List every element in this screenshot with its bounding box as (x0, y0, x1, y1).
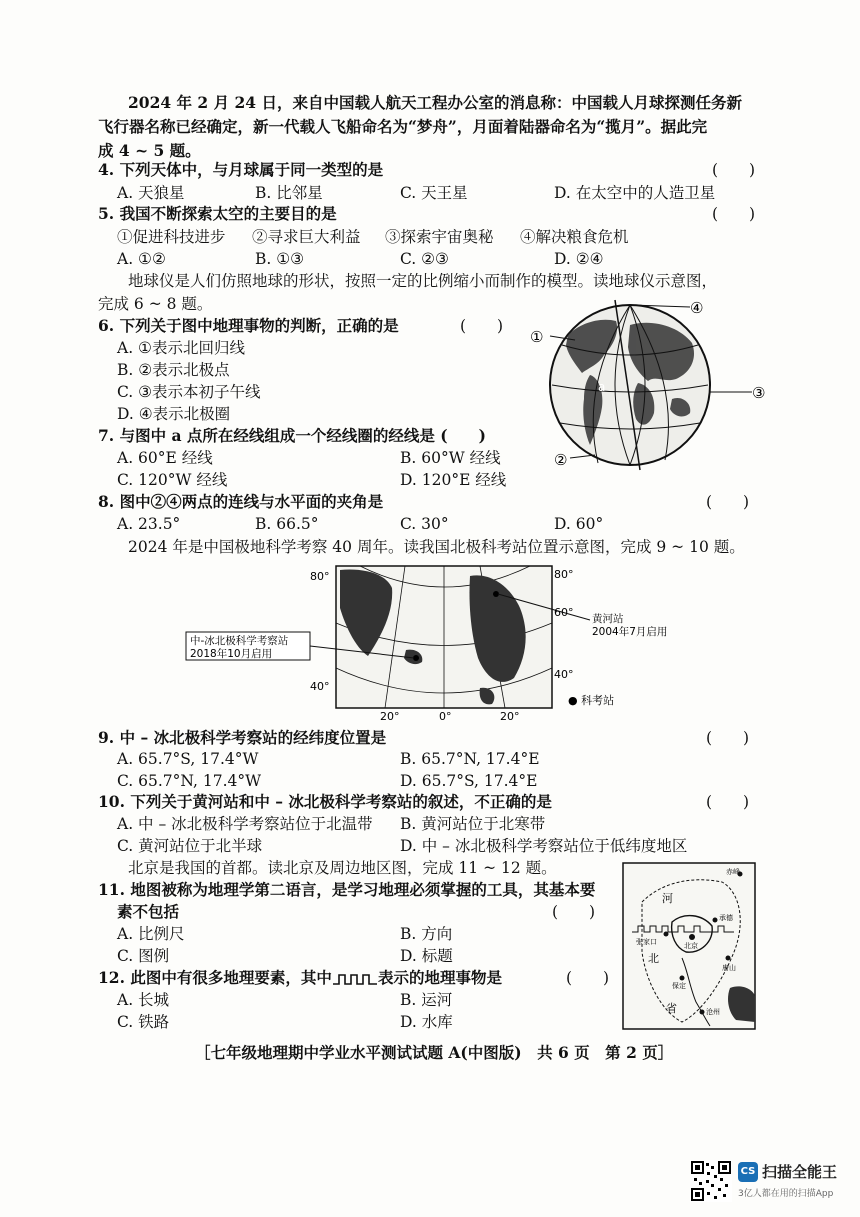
question-4: 4. 下列天体中，与月球属于同一类型的是 (98, 160, 384, 179)
option-d: D. 水库 (400, 1013, 453, 1031)
intro-text: 北京是我国的首都。读北京及周边地区图，完成 11 ~ 12 题。 (128, 859, 557, 877)
lat-label: 80° (310, 570, 330, 583)
statement-2: ②寻求巨大利益 (252, 228, 361, 246)
lat-label: 40° (554, 668, 574, 681)
option-c: C. 图例 (117, 947, 170, 965)
option-d: D. 120°E 经线 (400, 471, 507, 489)
scanner-tagline: 3亿人都在用的扫描App (738, 1189, 834, 1199)
great-wall-symbol (333, 972, 377, 986)
option-d: D. 中 – 冰北极科学考察站位于低纬度地区 (400, 837, 688, 855)
option-d: D. 60° (554, 515, 604, 533)
city-label: 沧州 (706, 1008, 720, 1016)
answer-paren: ( ) (706, 793, 750, 811)
city-label: 北京 (684, 942, 698, 950)
intro-text: 成 4 ~ 5 题。 (98, 141, 201, 160)
intro-text: 2024 年是中国极地科学考察 40 周年。读我国北极科考站位置示意图，完成 9 ~ 10 题。 (128, 538, 745, 556)
question-9: 9. 中 – 冰北极科学考察站的经纬度位置是 (98, 728, 387, 747)
option-d: D. 在太空中的人造卫星 (554, 184, 716, 202)
option-a: A. ①表示北回归线 (117, 339, 245, 357)
option-c: C. 65.7°N, 17.4°W (117, 772, 262, 790)
lon-label: 20° (380, 710, 400, 723)
option-b: B. 黄河站位于北寒带 (400, 815, 546, 833)
option-b: B. ②表示北极点 (117, 361, 230, 379)
option-c: C. 黄河站位于北半球 (117, 837, 263, 855)
option-a: A. 长城 (117, 991, 170, 1009)
question-5: 5. 我国不断探索太空的主要目的是 (98, 204, 337, 223)
lon-label: 20° (500, 710, 520, 723)
option-a: A. 65.7°S, 17.4°W (117, 750, 259, 768)
label-4: ④ (690, 299, 704, 317)
qr-code-icon (690, 1160, 732, 1202)
page-footer: ［七年级地理期中学业水平测试试题 A(中图版) 共 6 页 第 2 页］ (195, 1043, 674, 1062)
lat-label: 40° (310, 680, 330, 693)
point-a: a (598, 380, 606, 394)
option-a: A. 23.5° (117, 515, 181, 533)
map-label: 省 (666, 1002, 677, 1015)
globe-diagram (520, 295, 780, 475)
intro-text: 完成 6 ~ 8 题。 (98, 295, 213, 313)
station-a-name: 中-冰北极科学考察站 (190, 635, 289, 647)
question-6: 6. 下列关于图中地理事物的判断，正确的是 (98, 316, 399, 335)
statement-1: ①促进科技进步 (117, 228, 226, 246)
option-c: C. 铁路 (117, 1013, 170, 1031)
map-legend: ● 科考站 (568, 694, 615, 707)
option-a: A. 60°E 经线 (117, 449, 213, 467)
city-label: 唐山 (722, 964, 736, 972)
arctic-station-map (180, 558, 668, 724)
answer-paren: ( ) (552, 903, 596, 921)
option-d: D. ②④ (554, 250, 604, 268)
option-b: B. 比邻星 (255, 184, 323, 202)
option-b: B. ①③ (255, 250, 305, 268)
option-a: A. 天狼星 (117, 184, 185, 202)
option-b: B. 65.7°N, 17.4°E (400, 750, 540, 768)
answer-paren: ( ) (712, 161, 756, 179)
answer-paren: ( ) (460, 317, 504, 335)
lon-label: 0° (439, 710, 452, 723)
label-2: ② (554, 451, 568, 469)
question-12-cont: 表示的地理事物是 (378, 968, 503, 987)
option-d: D. 标题 (400, 947, 453, 965)
cs-logo-icon: CS (738, 1162, 758, 1182)
beijing-region-map (622, 862, 756, 1030)
intro-text: 飞行器名称已经确定，新一代载人飞船命名为“梦舟”，月面着陆器命名为“揽月”。据此完 (98, 117, 708, 136)
label-3: ③ (752, 384, 766, 402)
question-10: 10. 下列关于黄河站和中 – 冰北极科学考察站的叙述，不正确的是 (98, 792, 552, 811)
answer-paren: ( ) (712, 205, 756, 223)
map-label: 北 (648, 952, 659, 965)
city-label: 承德 (719, 914, 733, 922)
answer-paren: ( ) (706, 493, 750, 511)
city-label: 保定 (672, 982, 686, 990)
intro-text: 2024 年 2 月 24 日，来自中国载人航天工程办公室的消息称：中国载人月球探测任务新 (128, 93, 742, 112)
option-b: B. 60°W 经线 (400, 449, 501, 467)
city-label: 张家口 (636, 938, 657, 946)
map-label: 河 (662, 892, 673, 905)
option-c: C. ③表示本初子午线 (117, 383, 261, 401)
question-12: 12. 此图中有很多地理要素，其中 (98, 968, 332, 987)
station-b-date: 2004年7月启用 (592, 626, 668, 638)
answer-paren: ( ) (706, 729, 750, 747)
option-c: C. ②③ (400, 250, 449, 268)
statement-4: ④解决粮食危机 (520, 228, 629, 246)
label-1: ① (530, 328, 544, 346)
option-c: C. 30° (400, 515, 449, 533)
option-b: B. 方向 (400, 925, 453, 943)
option-c: C. 120°W 经线 (117, 471, 228, 489)
station-b-name: 黄河站 (592, 613, 624, 625)
question-11: 11. 地图被称为地理学第二语言，是学习地理必须掌握的工具，其基本要 (98, 880, 596, 899)
option-a: A. ①② (117, 250, 166, 268)
lat-label: 60° (554, 606, 574, 619)
question-11-cont: 素不包括 (117, 902, 180, 921)
city-label: 赤峰 (726, 868, 740, 876)
question-8: 8. 图中②④两点的连线与水平面的夹角是 (98, 492, 384, 511)
option-c: C. 天王星 (400, 184, 468, 202)
question-7: 7. 与图中 a 点所在经线组成一个经线圈的经线是 ( ) (98, 426, 486, 445)
option-a: A. 比例尺 (117, 925, 185, 943)
answer-paren: ( ) (566, 969, 610, 987)
option-b: B. 运河 (400, 991, 453, 1009)
station-a-date: 2018年10月启用 (190, 648, 273, 660)
option-a: A. 中 – 冰北极科学考察站位于北温带 (117, 815, 373, 833)
option-d: D. ④表示北极圈 (117, 405, 231, 423)
scanner-watermark (690, 1160, 850, 1208)
intro-text: 地球仪是人们仿照地球的形状，按照一定的比例缩小而制作的模型。读地球仪示意图， (128, 272, 718, 290)
statement-3: ③探索宇宙奥秘 (385, 228, 494, 246)
scanner-app-name: 扫描全能王 (762, 1163, 838, 1181)
option-d: D. 65.7°S, 17.4°E (400, 772, 538, 790)
option-b: B. 66.5° (255, 515, 319, 533)
lat-label: 80° (554, 568, 574, 581)
